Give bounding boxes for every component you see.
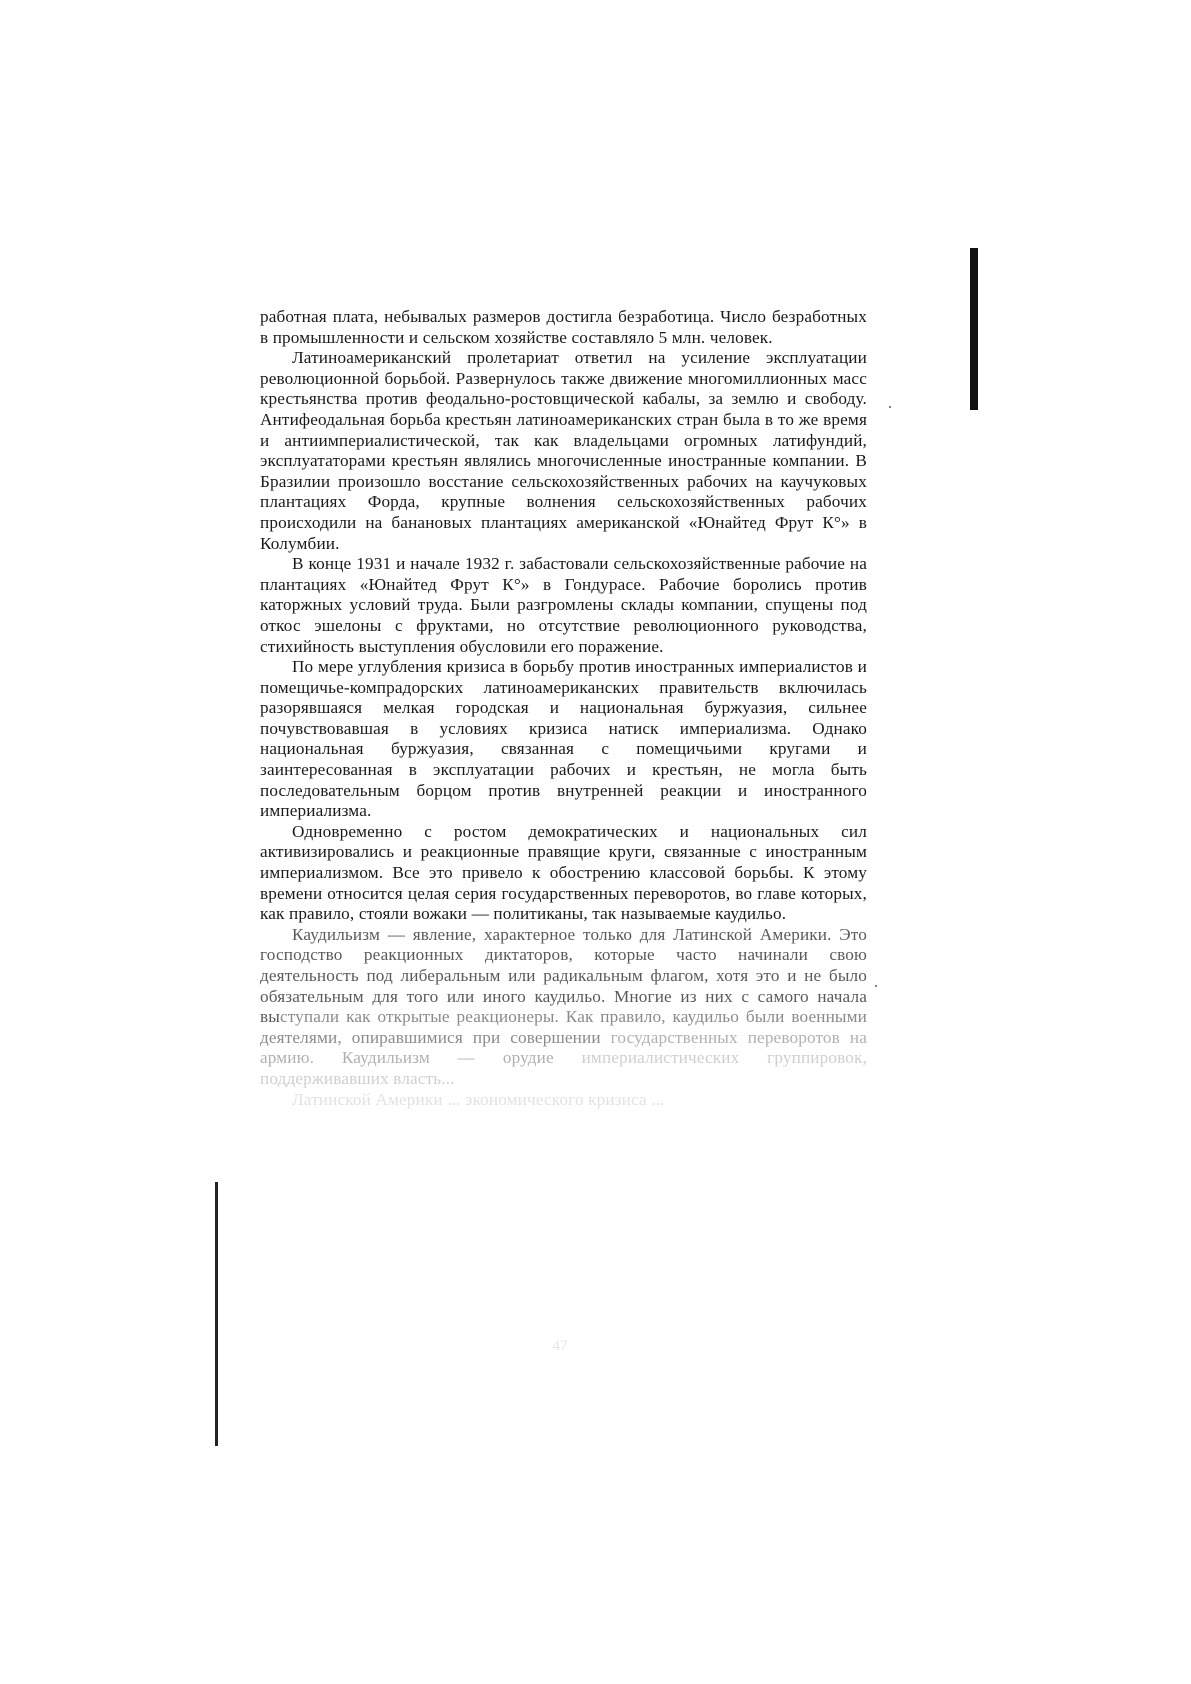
margin-mark-left [215,1182,218,1446]
paragraph-1: работная плата, небывалых размеров достигла безработица. Число безработных в промышленности и сельском хозяйстве составляло 5 млн. человек. [260,307,867,347]
body-text [260,307,867,1110]
margin-mark-right [970,248,978,410]
paragraph-6-line-1: Каудильизм — явление, характерное только для Латинской Америки. Это господство реакционных диктаторов, которые часто начинали свою деятельность под либеральным или радикальным флагом, хотя это и не было обязательным для того или иного каудильо. Многие из них с самого начала вы [260,924,867,1027]
paragraph-2: Латиноамериканский пролетариат ответил на усиление эксплуатации революционной борьбой. Развернулось также движение многомиллионных масс крестьянства против феодально-ростовщической кабалы, за землю и свободу. Антифеодальная борьба крестьян латиноамериканских стран была в то же время и антиимпериалистической, так как владельцами огромных латифундий, эксплуататорами крестьян являлись многочисленные иностранные компании. В Бразилии произошло восстание сельскохозяйственных рабочих на каучуковых плантациях Форда, крупные волнения сельскохозяйственных рабочих происходили на банановых плантациях американской «Юнайтед Фрут К°» в Колумбии. [260,348,867,553]
scan-speck [889,406,891,408]
paragraph-3: В конце 1931 и начале 1932 г. забастовали сельскохозяйственные рабочие на плантациях «Юнайтед Фрут К°» в Гондурасе. Рабочие боролись против каторжных условий труда. Были разгромлены склады компании, спущены под откос эшелоны с фруктами, но отсутствие революционного руководства, стихийность выступления обусловили его поражение. [260,554,867,656]
paragraph-5: Одновременно с ростом демократических и национальных сил активизировались и реакционные правящие круги, связанные с иностранным империализмом. Все это привело к обострению классовой борьбы. К этому времени относится целая серия государственных переворотов, во главе которых, как правило, стояли вожаки — политиканы, так называемые каудильо. [260,821,867,924]
paragraph-6 [260,925,867,1090]
scan-speck [875,985,877,987]
paragraph-6-line-3: государственных переворотов на армию. Каудильизм — орудие [260,1027,868,1068]
page-number: 47 [552,1338,568,1354]
paragraph-7-faded: Латинской Америки ... экономического кризиса ... [292,1089,665,1109]
paragraph-6-line-2: ступали как открытые реакционеры. Как правило, каудильо были военными деятелями, опиравшимися при совершении [260,1007,867,1047]
paragraph-6-line-4: империалистических группировок, поддерживавших власть... [260,1048,867,1088]
paragraph-4: По мере углубления кризиса в борьбу против иностранных империалистов и помещичье-компрадорских латиноамериканских правительств включилась разорявшаяся мелкая городская и национальная буржуазия, сильнее почувствовавшая в условиях кризиса натиск империализма. Однако национальная буржуазия, связанная с помещичьими кругами и заинтересованная в эксплуатации рабочих и крестьян, не могла быть последовательным борцом против внутренней реакции и иностранного империализма. [260,657,867,821]
